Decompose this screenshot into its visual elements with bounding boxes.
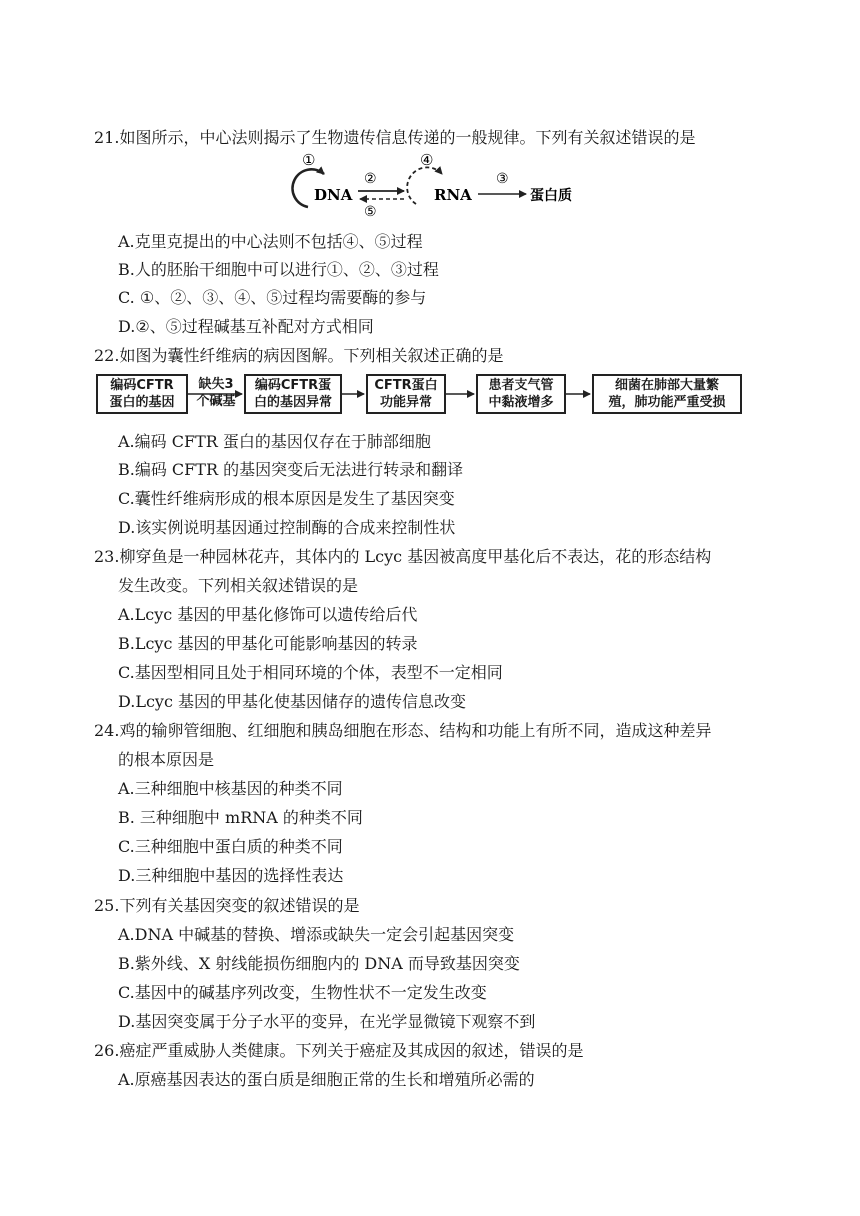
cystic-fibrosis-flowchart xyxy=(96,372,776,420)
marker-1: ① xyxy=(302,151,316,169)
q24-option-a: A.三种细胞中核基因的种类不同 xyxy=(118,779,343,798)
q24-option-c: C.三种细胞中蛋白质的种类不同 xyxy=(118,837,343,856)
flow-box-lung-damage: 细菌在肺部大量繁 殖，肺功能严重受损 xyxy=(592,374,742,414)
q25-option-d: D.基因突变属于分子水平的变异，在光学显微镜下观察不到 xyxy=(118,1012,536,1031)
q24-option-b: B. 三种细胞中 mRNA 的种类不同 xyxy=(118,808,363,827)
q25-option-b: B.紫外线、X 射线能损伤细胞内的 DNA 而导致基因突变 xyxy=(118,954,520,973)
flow-box-gene: 编码CFTR 蛋白的基因 xyxy=(96,374,188,414)
flow-box-mucus: 患者支气管 中黏液增多 xyxy=(476,374,566,414)
q21-option-d: D.②、⑤过程碱基互补配对方式相同 xyxy=(118,317,374,336)
q22-option-b: B.编码 CFTR 的基因突变后无法进行转录和翻译 xyxy=(118,460,464,479)
q22-option-c: C.囊性纤维病形成的根本原因是发生了基因突变 xyxy=(118,489,455,508)
q23-option-a: A.Lcyc 基因的甲基化修饰可以遗传给后代 xyxy=(118,605,418,624)
q23-option-b: B.Lcyc 基因的甲基化可能影响基因的转录 xyxy=(118,634,418,653)
q22-option-d: D.该实例说明基因通过控制酶的合成来控制性状 xyxy=(118,518,456,537)
q24-stem: 24.鸡的输卵管细胞、红细胞和胰岛细胞在形态、结构和功能上有所不同，造成这种差异 xyxy=(94,721,712,740)
protein-label: 蛋白质 xyxy=(530,188,572,204)
marker-3: ③ xyxy=(496,171,509,187)
q24-option-d: D.三种细胞中基因的选择性表达 xyxy=(118,866,344,885)
q21-option-a: A.克里克提出的中心法则不包括④、⑤过程 xyxy=(118,232,423,251)
q25-stem: 25.下列有关基因突变的叙述错误的是 xyxy=(94,896,360,915)
rna-label: RNA xyxy=(434,186,472,204)
q21-option-b: B.人的胚胎干细胞中可以进行①、②、③过程 xyxy=(118,260,439,279)
q23-option-c: C.基因型相同且处于相同环境的个体，表型不一定相同 xyxy=(118,663,503,682)
q25-option-a: A.DNA 中碱基的替换、增添或缺失一定会引起基因突变 xyxy=(118,925,515,944)
q21-stem: 21.如图所示，中心法则揭示了生物遗传信息传递的一般规律。下列有关叙述错误的是 xyxy=(94,128,696,147)
q26-option-a: A.原癌基因表达的蛋白质是细胞正常的生长和增殖所必需的 xyxy=(118,1070,535,1089)
dna-label: DNA xyxy=(314,186,353,204)
flow-label-deletion: 缺失3 个碱基 xyxy=(196,377,236,409)
marker-2: ② xyxy=(364,171,377,187)
q23-stem: 23.柳穿鱼是一种园林花卉，其体内的 Lcyc 基因被高度甲基化后不表达，花的形态结构 xyxy=(94,547,712,566)
central-dogma-diagram xyxy=(282,150,602,222)
q22-stem: 22.如图为囊性纤维病的病因图解。下列相关叙述正确的是 xyxy=(94,346,504,365)
marker-4: ④ xyxy=(420,151,434,169)
q23-option-d: D.Lcyc 基因的甲基化使基因储存的遗传信息改变 xyxy=(118,692,467,711)
q23-stem-continued: 发生改变。下列相关叙述错误的是 xyxy=(118,576,359,595)
q25-option-c: C.基因中的碱基序列改变，生物性状不一定发生改变 xyxy=(118,983,487,1002)
marker-5: ⑤ xyxy=(364,204,377,220)
q21-option-c: C. ①、②、③、④、⑤过程均需要酶的参与 xyxy=(118,288,427,307)
flow-box-protein-abnormal: CFTR蛋白 功能异常 xyxy=(366,374,446,414)
q26-stem: 26.癌症严重威胁人类健康。下列关于癌症及其成因的叙述，错误的是 xyxy=(94,1041,584,1060)
flow-box-gene-abnormal: 编码CFTR蛋 白的基因异常 xyxy=(244,374,342,414)
q22-option-a: A.编码 CFTR 蛋白的基因仅存在于肺部细胞 xyxy=(118,432,431,451)
q24-stem-continued: 的根本原因是 xyxy=(118,750,215,769)
